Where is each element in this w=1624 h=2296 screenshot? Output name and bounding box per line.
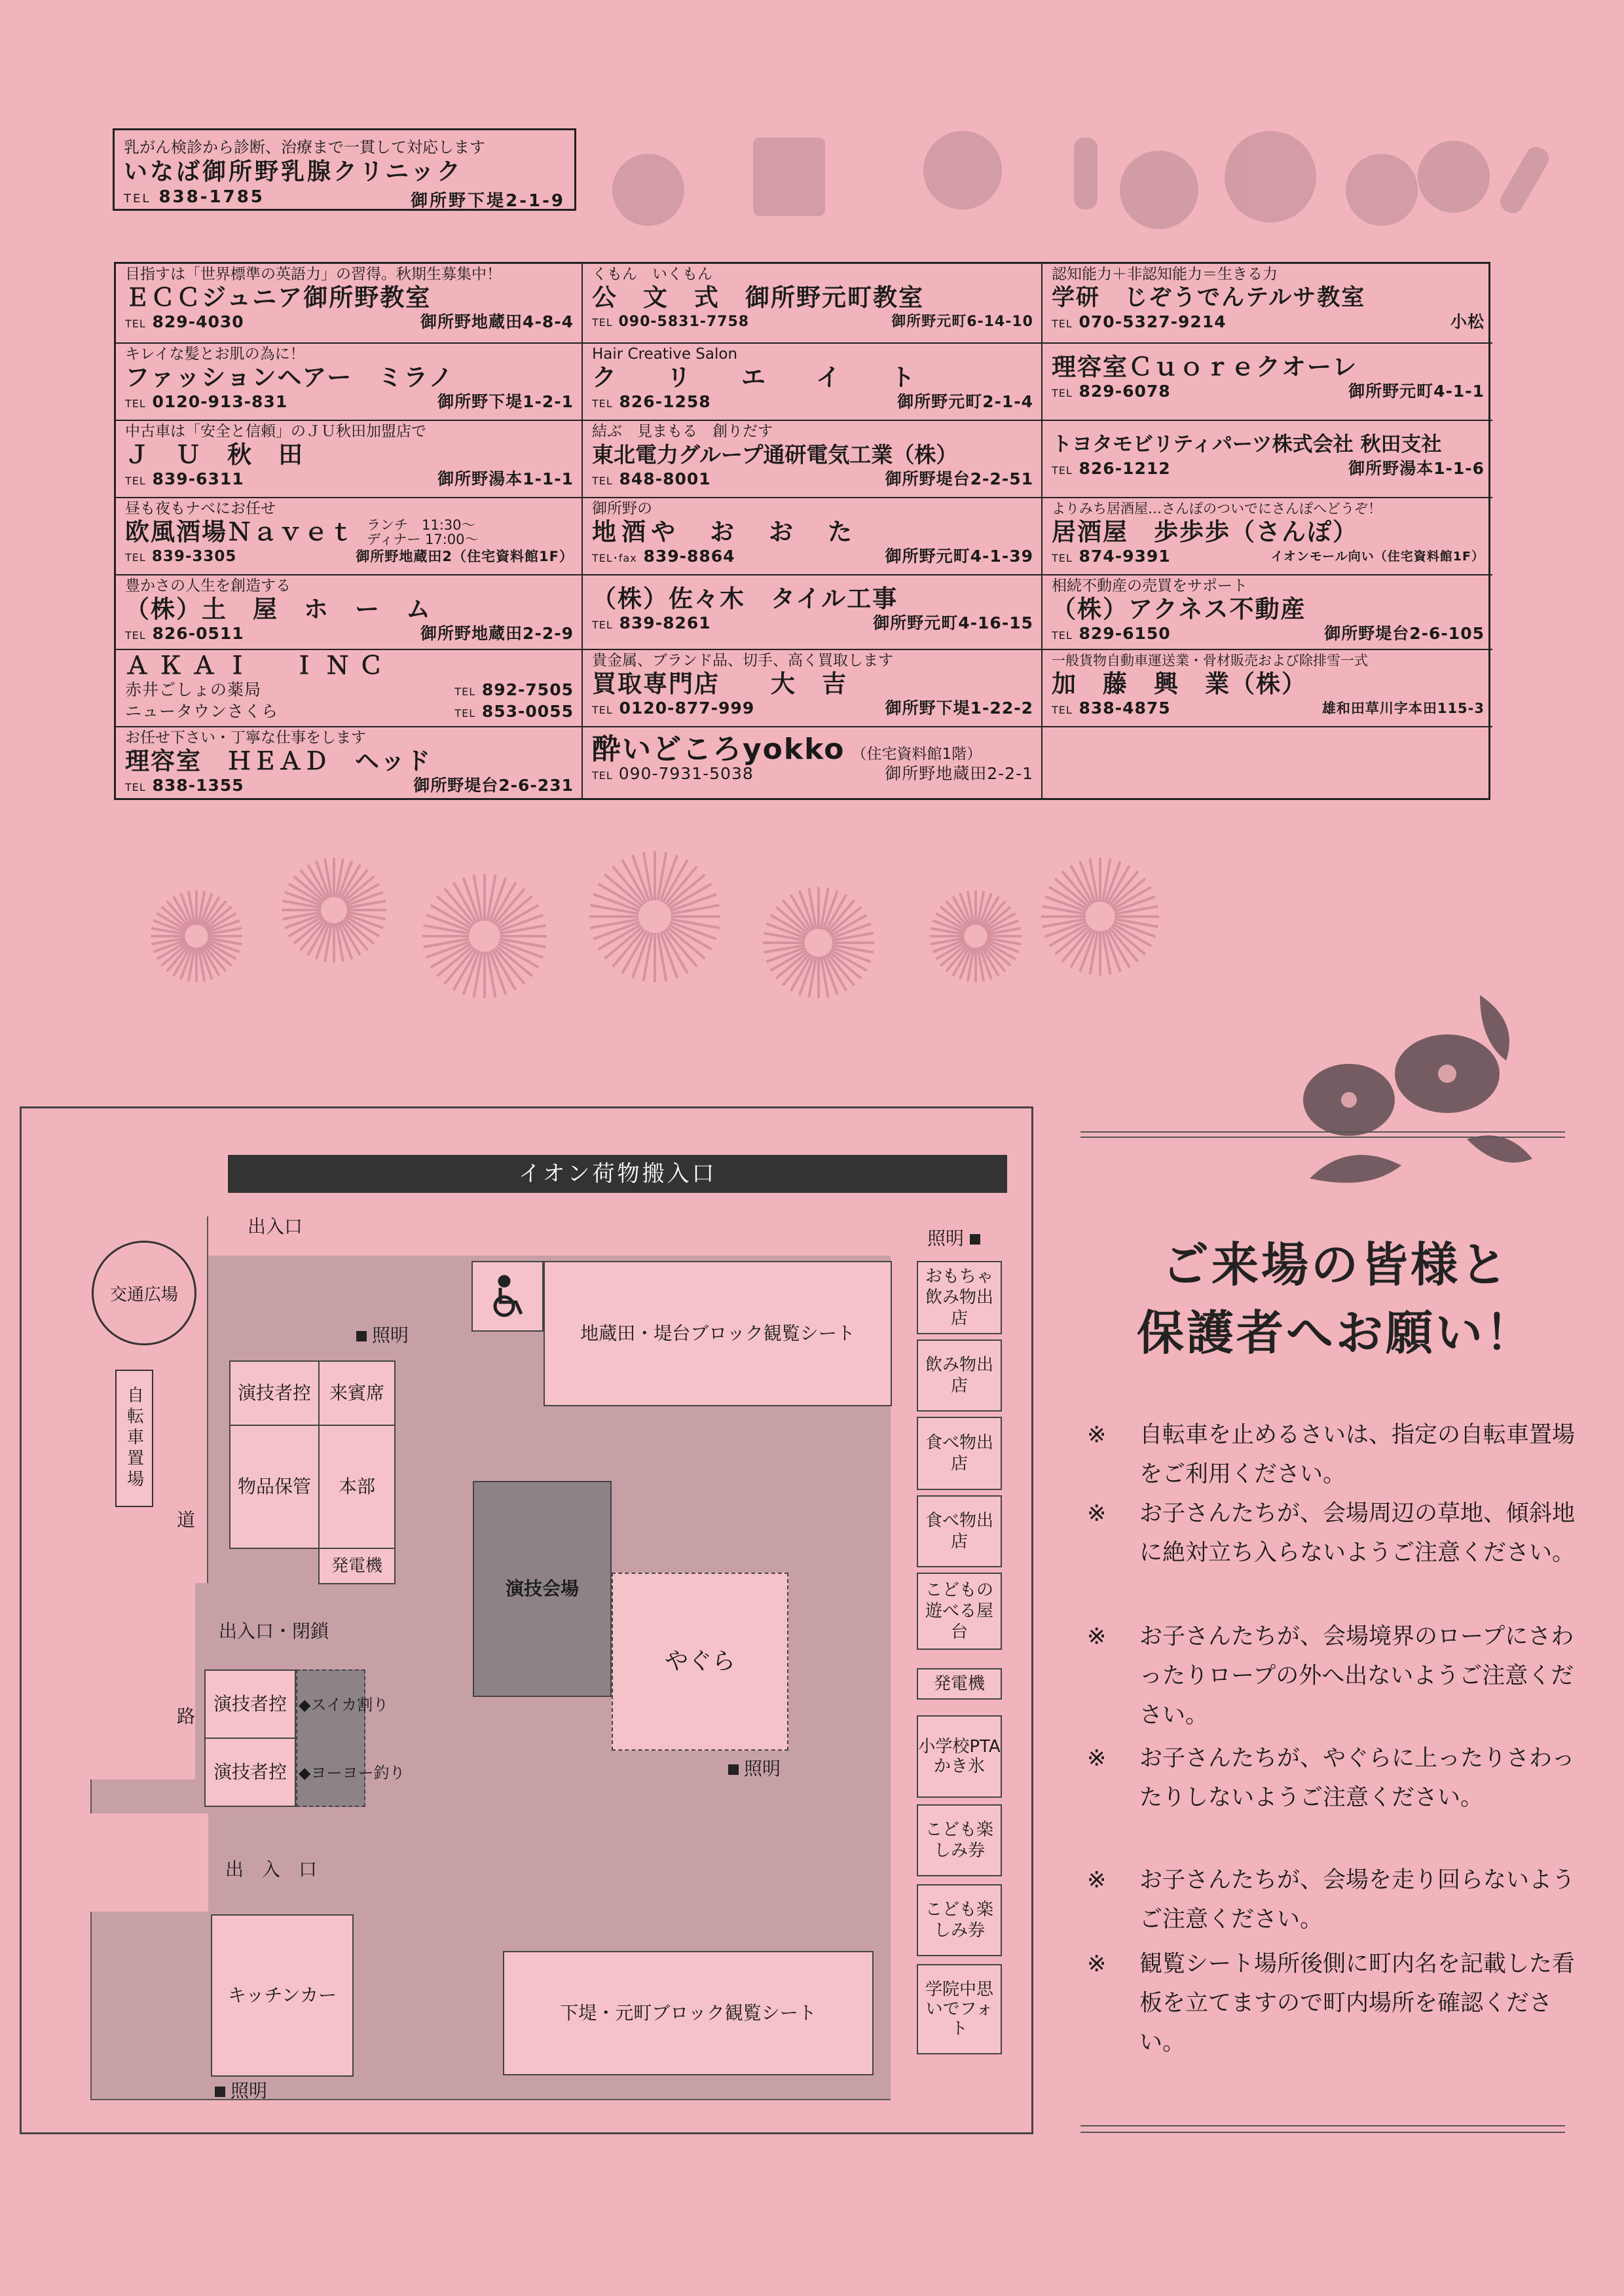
notice-item: ※ 自転車を止めるさいは、指定の自転車置場をご利用ください。 [1087,1422,1576,1487]
ad-yokko: 酔いどころyokko （住宅資料館1階） TEL 090-7931-5038 御所野地蔵田2-2-1 [592,733,1033,783]
light-label: 照明 [927,1228,965,1249]
ad-ecc: 目指すは「世界標準の英語力」の習得。秋期生募集中！ ＥＣＣジュニア御所野教室 TEL 829-4030 御所野地蔵田4-8-4 [116,264,581,344]
traffic-plaza: 交通広場 [92,1241,196,1345]
stall-10: 学院中思いでフォト [917,1964,1002,2054]
notice-item: ※ お子さんたちが、やぐらに上ったりさわったりしないようご注意ください。 [1087,1745,1575,1811]
firework-ray [644,852,652,901]
stall-1: おもちゃ飲み物出店 [917,1261,1002,1334]
light-marker-icon [970,1234,980,1245]
headquarters: 本部 [318,1425,396,1549]
ad-column-2 [583,264,1041,798]
performer-waiting-3: 演技者控 [204,1738,296,1807]
ad-head: お任せ下さい・丁寧な仕事をします 理容室 ＨＥＡＤ ヘッド TEL 838-1355 御所野堤台2-6-231 [125,729,574,795]
generator-right: 発電機 [917,1668,1002,1700]
ad-akai-inc: ＡＫＡＩ ＩＮＣ 赤井ごしょの薬局 TEL 892-7505 ニュータウンさくら TEL 853-0055 [116,650,581,727]
entrance-bottom: 出 入 口 [225,1859,318,1880]
notice-item: ※ 観覧シート場所後側に町内名を記載した看板を立てますので町内場所を確認ください。 [1087,1951,1576,2056]
ad-sasaki-tile: （株）佐々木 タイル工事 TEL 839-8261 御所野元町4-16-15 [583,575,1041,650]
tel-prefix: TEL [124,192,151,206]
yagura-tower: やぐら [612,1573,788,1751]
performance-stage: 演技会場 [473,1481,612,1697]
ad-grid [114,262,1490,800]
ad-tsuchiya-home: 豊かさの人生を創造する （株）土 屋 ホ ー ム TEL 826-0511 御所野地蔵田2-2-9 [116,575,581,650]
clinic-subtitle: 乳がん検診から診断、治療まで一貫して対応します [124,138,485,156]
storage: 物品保管 [229,1425,320,1549]
stall-8: こども楽しみ券 [917,1804,1002,1876]
firework-ray [644,933,652,981]
festival-illustration [589,118,1572,236]
notice-item: ※ お子さんたちが、会場境界のロープにさわったりロープの外へ出ないようご注意ください。 [1087,1624,1574,1728]
clinic-address: 御所野下堤2-1-9 [411,191,565,211]
performer-waiting-2: 演技者控 [204,1669,296,1739]
clinic-tel: 838-1785 [158,187,265,207]
clinic-name: いなば御所野乳腺クリニック [124,158,463,185]
wheelchair-icon [485,1273,530,1319]
ad-daikichi: 貴金属、ブランド品、切手、高く買取します 買取専門店 大 吉 TEL 0120-877-999 御所野下堤1-22-2 [583,650,1041,727]
seat-top: 地蔵田・堤台ブロック観覧シート [544,1261,892,1406]
notice-item: ※ お子さんたちが、会場を走り回らないようご注意ください。 [1087,1867,1576,1933]
light-marker-icon [215,2086,225,2097]
firework-ray [671,905,720,914]
firework-ray [671,919,720,928]
bicycle-parking: 自転車置場 [115,1370,153,1507]
firework-ray [657,852,666,901]
ad-create: Hair Creative Salon ク リ エ イ ト TEL 826-1258 御所野元町2-1-4 [583,344,1041,421]
yoyo-fishing: ◆ヨーヨー釣り [299,1764,405,1782]
notice-item: ※ お子さんたちが、会場周辺の草地、傾斜地に絶対立ち入らないようご注意ください。 [1087,1501,1576,1566]
firework-ray [591,919,639,928]
ad-navet: 昼も夜もナベにお任せ 欧風酒場Ｎａｖｅｔ ランチ 11:30〜 ディナー 17:00〜 TEL 839-3305 御所野地蔵田2（住宅資料館1F） [116,498,581,575]
firework-ray [657,933,666,981]
ad-tsuken-denki: 結ぶ 見まもる 創りだす 東北電力グループ通研電気工業（株） TEL 848-8001 御所野堤台2-2-51 [583,421,1041,498]
ad-cuore: 理容室Ｃｕｏｒｅクオーレ TEL 829-6078 御所野元町4-1-1 [1043,344,1492,421]
guest-seats: 来賓席 [318,1360,396,1426]
road-label-1: 道 [177,1509,196,1531]
ad-kato-kogyo: 一般貨物自動車運送業・骨材販売および除排雪一式 加 藤 興 業（株） TEL 838-4875 雄和田草川字本田115-3 [1043,650,1492,727]
ad-akunesu: 相続不動産の売買をサポート （株）アクネス不動産 TEL 829-6150 御所野堤台2-6-105 [1043,575,1492,650]
notice-title: ご来場の皆様と 保護者へお願い！ [1136,1237,1535,1360]
generator-left: 発電機 [318,1548,396,1584]
fireworks-decor-icon [79,838,1257,1048]
watermelon-game: ◆スイカ割り [299,1696,389,1714]
ad-ju-akita: 中古車は「安全と信頼」のＪＵ秋田加盟店で Ｊ Ｕ 秋 田 TEL 839-6311 御所野湯本1-1-1 [116,421,581,498]
ad-milano: キレイな髪とお肌の為に！ ファッションヘアー ミラノ TEL 0120-913-831 御所野下堤1-2-1 [116,344,581,421]
ad-kumon: くもん いくもん 公 文 式 御所野元町教室 TEL 090-5831-7758 御所野元町6-14-10 [583,264,1041,344]
wheelchair-area [471,1261,544,1332]
ad-column-3 [1043,264,1492,798]
light-marker-icon [356,1331,367,1341]
ad-gakken: 認知能力＋非認知能力＝生きる力 学研 じぞうでんテルサ教室 TEL 070-5327-9214 小松 [1043,264,1492,344]
light-marker-icon [728,1764,739,1775]
stall-3: 食べ物出店 [917,1417,1002,1490]
morning-glory-icon [1270,969,1545,1205]
entrance-top: 出入口 [248,1216,303,1237]
ad-sanpo: よりみち居酒屋…さんぽのついでにさんぽへどうぞ！ 居酒屋 歩歩歩（さんぽ） TEL 874-9391 イオンモール向い（住宅資料館1F） [1043,498,1492,575]
ad-column-1 [116,264,581,798]
stall-5: こどもの遊べる屋台 [917,1573,1002,1650]
stall-4: 食べ物出店 [917,1495,1002,1567]
kitchen-car: キッチンカー [211,1914,354,2077]
entrance-closed: 出入口・閉鎖 [219,1620,329,1642]
stall-7: 小学校PTAかき氷 [917,1715,1002,1798]
aeon-loading-entrance: イオン荷物搬入口 [228,1155,1007,1193]
stall-9: こども楽しみ券 [917,1884,1002,1956]
performer-waiting-1: 演技者控 [229,1360,320,1426]
stall-2: 飲み物出店 [917,1339,1002,1412]
firework-ray [591,905,639,914]
seat-bottom: 下堤・元町ブロック観覧シート [503,1951,874,2075]
ad-jizake-oota: 御所野の 地酒や お お た TEL･fax 839-8864 御所野元町4-1-39 [583,498,1041,575]
festival-decor-icon [589,118,1572,236]
ad-toyota-mobility: トヨタモビリティパーツ株式会社 秋田支社 TEL 826-1212 御所野湯本1-1-6 [1043,421,1492,498]
clinic-ad [113,128,576,211]
road-label-2: 路 [177,1705,196,1727]
